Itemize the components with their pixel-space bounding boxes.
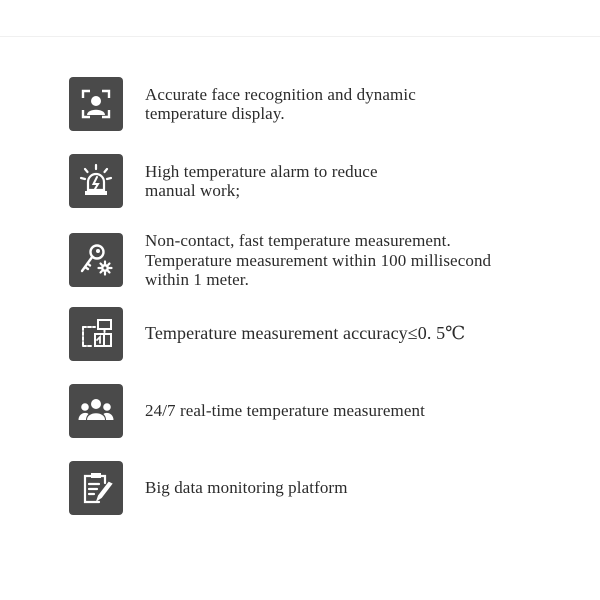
feature-text: Non-contact, fast temperature measurement. Temperature measurement within 100 millisecond within 1 meter.	[145, 231, 492, 289]
alarm-light-icon	[69, 154, 123, 208]
face-recognition-icon	[69, 77, 123, 131]
feature-face-recognition	[69, 77, 569, 131]
network-monitor-icon	[69, 307, 123, 361]
feature-measurement-accuracy	[69, 307, 569, 361]
feature-big-data-platform	[69, 461, 569, 515]
feature-realtime-measurement	[69, 384, 569, 438]
feature-text: Temperature measurement accuracy≤0. 5℃	[145, 323, 466, 344]
feature-text: High temperature alarm to reduce manual work;	[145, 161, 378, 200]
feature-high-temperature-alarm	[69, 154, 569, 208]
feature-text: Accurate face recognition and dynamic temperature display.	[145, 84, 416, 123]
key-gear-icon	[69, 233, 123, 287]
feature-text: Big data monitoring platform	[145, 478, 348, 498]
feature-text: 24/7 real-time temperature measurement	[145, 401, 425, 421]
clipboard-pen-icon	[69, 461, 123, 515]
top-divider	[0, 36, 600, 37]
feature-non-contact-measurement	[69, 231, 569, 290]
people-group-icon	[69, 384, 123, 438]
